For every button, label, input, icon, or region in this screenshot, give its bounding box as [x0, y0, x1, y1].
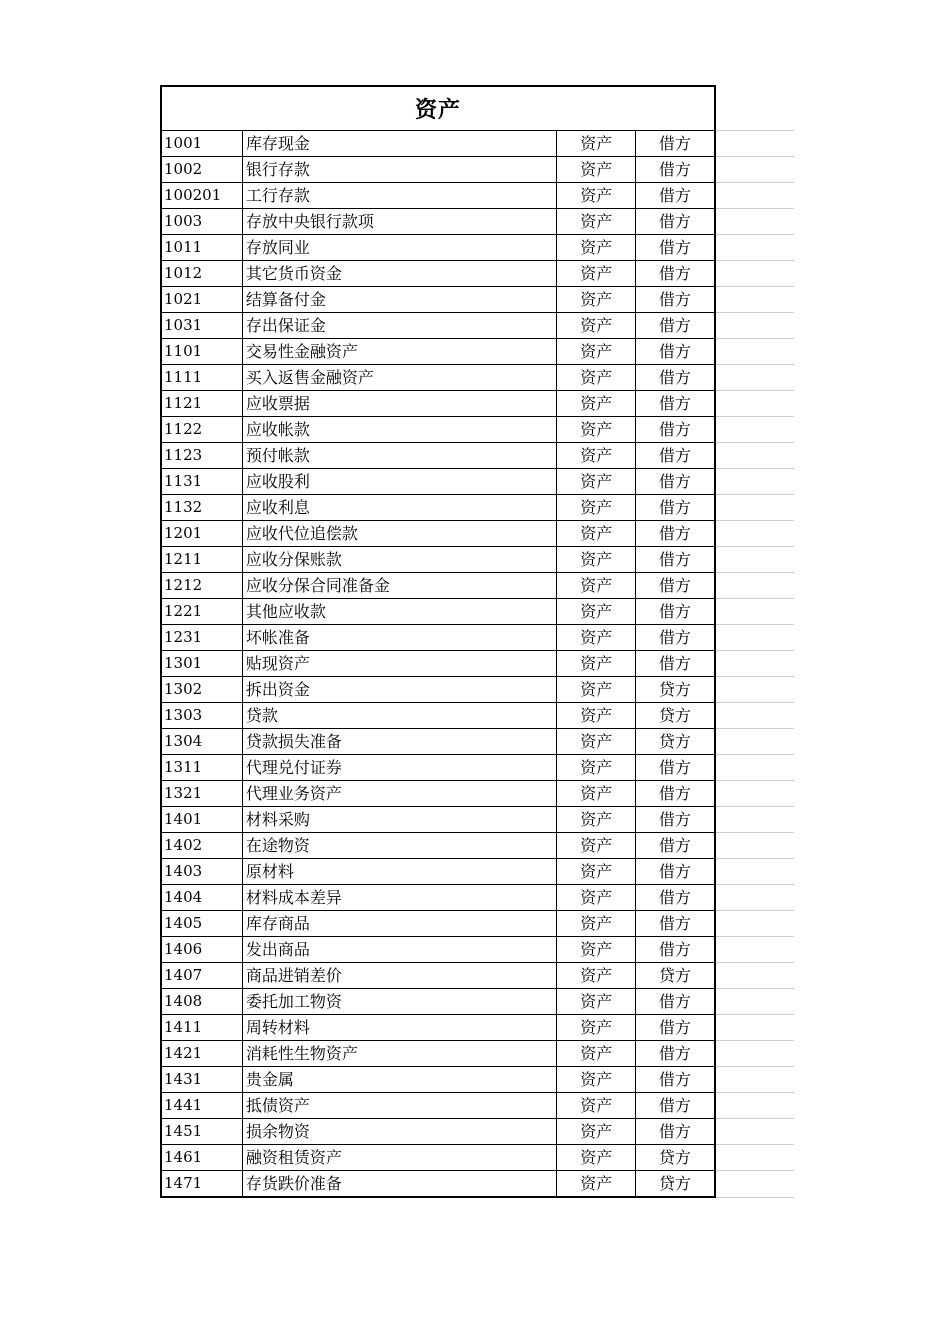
account-code-cell: 1411 — [161, 1015, 242, 1041]
balance-direction-cell: 借方 — [636, 1093, 715, 1119]
empty-cell — [715, 859, 794, 885]
table-row — [161, 365, 794, 391]
account-category-cell: 资产 — [557, 1119, 636, 1145]
account-code-cell: 1451 — [161, 1119, 242, 1145]
account-code-cell: 1431 — [161, 1067, 242, 1093]
empty-cell — [715, 1171, 794, 1198]
empty-cell — [715, 209, 794, 235]
balance-direction-cell: 借方 — [636, 443, 715, 469]
balance-direction-cell: 借方 — [636, 469, 715, 495]
sheet-title: 资产 — [160, 85, 716, 130]
table-row — [161, 313, 794, 339]
table-row — [161, 729, 794, 755]
account-category-cell: 资产 — [557, 1067, 636, 1093]
empty-cell — [715, 1145, 794, 1171]
account-name-cell: 应收股利 — [242, 469, 557, 495]
empty-cell — [715, 807, 794, 833]
table-row — [161, 677, 794, 703]
table-row — [161, 209, 794, 235]
balance-direction-cell: 借方 — [636, 313, 715, 339]
account-name-cell: 原材料 — [242, 859, 557, 885]
account-code-cell: 1123 — [161, 443, 242, 469]
account-category-cell: 资产 — [557, 651, 636, 677]
account-code-cell: 1012 — [161, 261, 242, 287]
account-category-cell: 资产 — [557, 729, 636, 755]
empty-cell — [715, 937, 794, 963]
account-name-cell: 贷款 — [242, 703, 557, 729]
table-row — [161, 339, 794, 365]
account-code-cell: 1405 — [161, 911, 242, 937]
table-row — [161, 417, 794, 443]
account-name-cell: 应收票据 — [242, 391, 557, 417]
account-name-cell: 预付帐款 — [242, 443, 557, 469]
account-code-cell: 1031 — [161, 313, 242, 339]
table-row — [161, 989, 794, 1015]
table-row — [161, 1041, 794, 1067]
account-name-cell: 损余物资 — [242, 1119, 557, 1145]
empty-cell — [715, 235, 794, 261]
account-category-cell: 资产 — [557, 131, 636, 157]
account-code-cell: 1311 — [161, 755, 242, 781]
account-category-cell: 资产 — [557, 859, 636, 885]
table-row — [161, 833, 794, 859]
balance-direction-cell: 借方 — [636, 157, 715, 183]
empty-cell — [715, 1041, 794, 1067]
empty-cell — [715, 677, 794, 703]
account-category-cell: 资产 — [557, 1041, 636, 1067]
table-row — [161, 469, 794, 495]
balance-direction-cell: 借方 — [636, 1067, 715, 1093]
account-name-cell: 银行存款 — [242, 157, 557, 183]
balance-direction-cell: 借方 — [636, 781, 715, 807]
account-code-cell: 1404 — [161, 885, 242, 911]
account-name-cell: 消耗性生物资产 — [242, 1041, 557, 1067]
balance-direction-cell: 借方 — [636, 1015, 715, 1041]
account-code-cell: 1122 — [161, 417, 242, 443]
account-sheet — [160, 85, 794, 1198]
balance-direction-cell: 借方 — [636, 833, 715, 859]
account-code-cell: 1003 — [161, 209, 242, 235]
balance-direction-cell: 借方 — [636, 1119, 715, 1145]
account-name-cell: 应收利息 — [242, 495, 557, 521]
balance-direction-cell: 贷方 — [636, 1171, 715, 1198]
balance-direction-cell: 借方 — [636, 807, 715, 833]
account-category-cell: 资产 — [557, 1145, 636, 1171]
account-name-cell: 商品进销差价 — [242, 963, 557, 989]
account-code-cell: 1321 — [161, 781, 242, 807]
balance-direction-cell: 借方 — [636, 859, 715, 885]
account-code-cell: 1407 — [161, 963, 242, 989]
balance-direction-cell: 借方 — [636, 625, 715, 651]
table-row — [161, 547, 794, 573]
account-category-cell: 资产 — [557, 339, 636, 365]
account-code-cell: 1121 — [161, 391, 242, 417]
empty-cell — [715, 989, 794, 1015]
account-category-cell: 资产 — [557, 937, 636, 963]
account-category-cell: 资产 — [557, 287, 636, 313]
table-row — [161, 157, 794, 183]
account-category-cell: 资产 — [557, 443, 636, 469]
empty-cell — [715, 417, 794, 443]
account-code-cell: 1471 — [161, 1171, 242, 1198]
account-category-cell: 资产 — [557, 1093, 636, 1119]
empty-cell — [715, 287, 794, 313]
account-code-cell: 1002 — [161, 157, 242, 183]
account-name-cell: 存放同业 — [242, 235, 557, 261]
table-row — [161, 391, 794, 417]
table-row — [161, 1145, 794, 1171]
balance-direction-cell: 借方 — [636, 495, 715, 521]
account-code-cell: 1461 — [161, 1145, 242, 1171]
balance-direction-cell: 借方 — [636, 339, 715, 365]
empty-cell — [715, 833, 794, 859]
account-name-cell: 存货跌价准备 — [242, 1171, 557, 1198]
empty-cell — [715, 391, 794, 417]
account-name-cell: 代理业务资产 — [242, 781, 557, 807]
account-category-cell: 资产 — [557, 469, 636, 495]
account-name-cell: 在途物资 — [242, 833, 557, 859]
balance-direction-cell: 借方 — [636, 183, 715, 209]
account-name-cell: 抵债资产 — [242, 1093, 557, 1119]
table-row — [161, 235, 794, 261]
account-category-cell: 资产 — [557, 573, 636, 599]
account-name-cell: 材料采购 — [242, 807, 557, 833]
table-row — [161, 911, 794, 937]
account-code-cell: 1441 — [161, 1093, 242, 1119]
account-code-cell: 100201 — [161, 183, 242, 209]
table-row — [161, 963, 794, 989]
table-row — [161, 781, 794, 807]
table-row — [161, 937, 794, 963]
account-category-cell: 资产 — [557, 963, 636, 989]
balance-direction-cell: 借方 — [636, 1041, 715, 1067]
account-category-cell: 资产 — [557, 235, 636, 261]
account-code-cell: 1304 — [161, 729, 242, 755]
account-name-cell: 买入返售金融资产 — [242, 365, 557, 391]
account-category-cell: 资产 — [557, 417, 636, 443]
account-code-cell: 1221 — [161, 599, 242, 625]
empty-cell — [715, 729, 794, 755]
empty-cell — [715, 183, 794, 209]
account-category-cell: 资产 — [557, 677, 636, 703]
account-name-cell: 库存现金 — [242, 131, 557, 157]
empty-cell — [715, 911, 794, 937]
table-row — [161, 599, 794, 625]
empty-cell — [715, 1067, 794, 1093]
empty-cell — [715, 651, 794, 677]
balance-direction-cell: 借方 — [636, 599, 715, 625]
account-code-cell: 1201 — [161, 521, 242, 547]
account-name-cell: 存放中央银行款项 — [242, 209, 557, 235]
empty-cell — [715, 755, 794, 781]
table-row — [161, 183, 794, 209]
account-name-cell: 发出商品 — [242, 937, 557, 963]
account-code-cell: 1132 — [161, 495, 242, 521]
account-name-cell: 贷款损失准备 — [242, 729, 557, 755]
empty-cell — [715, 1093, 794, 1119]
balance-direction-cell: 借方 — [636, 287, 715, 313]
account-category-cell: 资产 — [557, 209, 636, 235]
account-category-cell: 资产 — [557, 183, 636, 209]
balance-direction-cell: 借方 — [636, 209, 715, 235]
empty-cell — [715, 573, 794, 599]
account-category-cell: 资产 — [557, 521, 636, 547]
empty-cell — [715, 625, 794, 651]
balance-direction-cell: 借方 — [636, 573, 715, 599]
balance-direction-cell: 借方 — [636, 391, 715, 417]
balance-direction-cell: 借方 — [636, 651, 715, 677]
account-name-cell: 其它货币资金 — [242, 261, 557, 287]
balance-direction-cell: 借方 — [636, 989, 715, 1015]
balance-direction-cell: 贷方 — [636, 1145, 715, 1171]
empty-cell — [715, 261, 794, 287]
account-name-cell: 应收代位追偿款 — [242, 521, 557, 547]
account-code-cell: 1302 — [161, 677, 242, 703]
balance-direction-cell: 贷方 — [636, 963, 715, 989]
account-category-cell: 资产 — [557, 495, 636, 521]
account-name-cell: 委托加工物资 — [242, 989, 557, 1015]
account-name-cell: 应收分保合同准备金 — [242, 573, 557, 599]
empty-cell — [715, 781, 794, 807]
balance-direction-cell: 借方 — [636, 521, 715, 547]
account-name-cell: 应收帐款 — [242, 417, 557, 443]
empty-cell — [715, 521, 794, 547]
account-name-cell: 存出保证金 — [242, 313, 557, 339]
account-category-cell: 资产 — [557, 365, 636, 391]
balance-direction-cell: 贷方 — [636, 703, 715, 729]
account-code-cell: 1303 — [161, 703, 242, 729]
account-name-cell: 工行存款 — [242, 183, 557, 209]
account-code-cell: 1001 — [161, 131, 242, 157]
account-code-cell: 1403 — [161, 859, 242, 885]
account-code-cell: 1101 — [161, 339, 242, 365]
account-category-cell: 资产 — [557, 1015, 636, 1041]
account-code-cell: 1211 — [161, 547, 242, 573]
account-category-cell: 资产 — [557, 911, 636, 937]
account-name-cell: 贴现资产 — [242, 651, 557, 677]
empty-cell — [715, 1119, 794, 1145]
empty-cell — [715, 963, 794, 989]
account-code-cell: 1408 — [161, 989, 242, 1015]
account-name-cell: 结算备付金 — [242, 287, 557, 313]
table-row — [161, 495, 794, 521]
balance-direction-cell: 借方 — [636, 365, 715, 391]
empty-cell — [715, 547, 794, 573]
balance-direction-cell: 借方 — [636, 885, 715, 911]
balance-direction-cell: 借方 — [636, 911, 715, 937]
account-category-cell: 资产 — [557, 781, 636, 807]
account-category-cell: 资产 — [557, 625, 636, 651]
balance-direction-cell: 贷方 — [636, 677, 715, 703]
account-category-cell: 资产 — [557, 703, 636, 729]
accounts-table — [160, 130, 794, 1198]
empty-cell — [715, 599, 794, 625]
account-name-cell: 坏帐准备 — [242, 625, 557, 651]
empty-cell — [715, 313, 794, 339]
empty-cell — [715, 131, 794, 157]
account-category-cell: 资产 — [557, 807, 636, 833]
empty-cell — [715, 443, 794, 469]
table-row — [161, 807, 794, 833]
account-code-cell: 1131 — [161, 469, 242, 495]
balance-direction-cell: 借方 — [636, 235, 715, 261]
account-name-cell: 库存商品 — [242, 911, 557, 937]
balance-direction-cell: 借方 — [636, 937, 715, 963]
account-name-cell: 周转材料 — [242, 1015, 557, 1041]
account-code-cell: 1021 — [161, 287, 242, 313]
table-row — [161, 651, 794, 677]
account-name-cell: 其他应收款 — [242, 599, 557, 625]
empty-cell — [715, 157, 794, 183]
account-name-cell: 代理兑付证券 — [242, 755, 557, 781]
account-code-cell: 1212 — [161, 573, 242, 599]
table-row — [161, 261, 794, 287]
empty-cell — [715, 469, 794, 495]
account-code-cell: 1401 — [161, 807, 242, 833]
empty-cell — [715, 703, 794, 729]
table-row — [161, 1171, 794, 1198]
table-row — [161, 859, 794, 885]
account-name-cell: 拆出资金 — [242, 677, 557, 703]
account-category-cell: 资产 — [557, 885, 636, 911]
table-row — [161, 625, 794, 651]
table-row — [161, 1119, 794, 1145]
balance-direction-cell: 贷方 — [636, 729, 715, 755]
account-name-cell: 交易性金融资产 — [242, 339, 557, 365]
account-name-cell: 应收分保账款 — [242, 547, 557, 573]
balance-direction-cell: 借方 — [636, 547, 715, 573]
empty-cell — [715, 1015, 794, 1041]
table-row — [161, 443, 794, 469]
balance-direction-cell: 借方 — [636, 417, 715, 443]
table-row — [161, 131, 794, 157]
account-category-cell: 资产 — [557, 391, 636, 417]
balance-direction-cell: 借方 — [636, 755, 715, 781]
account-code-cell: 1011 — [161, 235, 242, 261]
table-row — [161, 1093, 794, 1119]
table-row — [161, 573, 794, 599]
table-row — [161, 1015, 794, 1041]
account-code-cell: 1406 — [161, 937, 242, 963]
balance-direction-cell: 借方 — [636, 261, 715, 287]
table-row — [161, 521, 794, 547]
account-category-cell: 资产 — [557, 261, 636, 287]
account-name-cell: 贵金属 — [242, 1067, 557, 1093]
account-name-cell: 材料成本差异 — [242, 885, 557, 911]
account-code-cell: 1111 — [161, 365, 242, 391]
account-category-cell: 资产 — [557, 547, 636, 573]
account-category-cell: 资产 — [557, 157, 636, 183]
account-name-cell: 融资租赁资产 — [242, 1145, 557, 1171]
account-category-cell: 资产 — [557, 989, 636, 1015]
table-row — [161, 885, 794, 911]
account-category-cell: 资产 — [557, 755, 636, 781]
account-code-cell: 1231 — [161, 625, 242, 651]
account-code-cell: 1301 — [161, 651, 242, 677]
table-row — [161, 287, 794, 313]
account-code-cell: 1402 — [161, 833, 242, 859]
account-category-cell: 资产 — [557, 599, 636, 625]
empty-cell — [715, 885, 794, 911]
account-code-cell: 1421 — [161, 1041, 242, 1067]
empty-cell — [715, 495, 794, 521]
table-row — [161, 1067, 794, 1093]
table-row — [161, 755, 794, 781]
account-category-cell: 资产 — [557, 1171, 636, 1198]
empty-cell — [715, 339, 794, 365]
empty-cell — [715, 365, 794, 391]
account-category-cell: 资产 — [557, 833, 636, 859]
account-category-cell: 资产 — [557, 313, 636, 339]
table-row — [161, 703, 794, 729]
balance-direction-cell: 借方 — [636, 131, 715, 157]
